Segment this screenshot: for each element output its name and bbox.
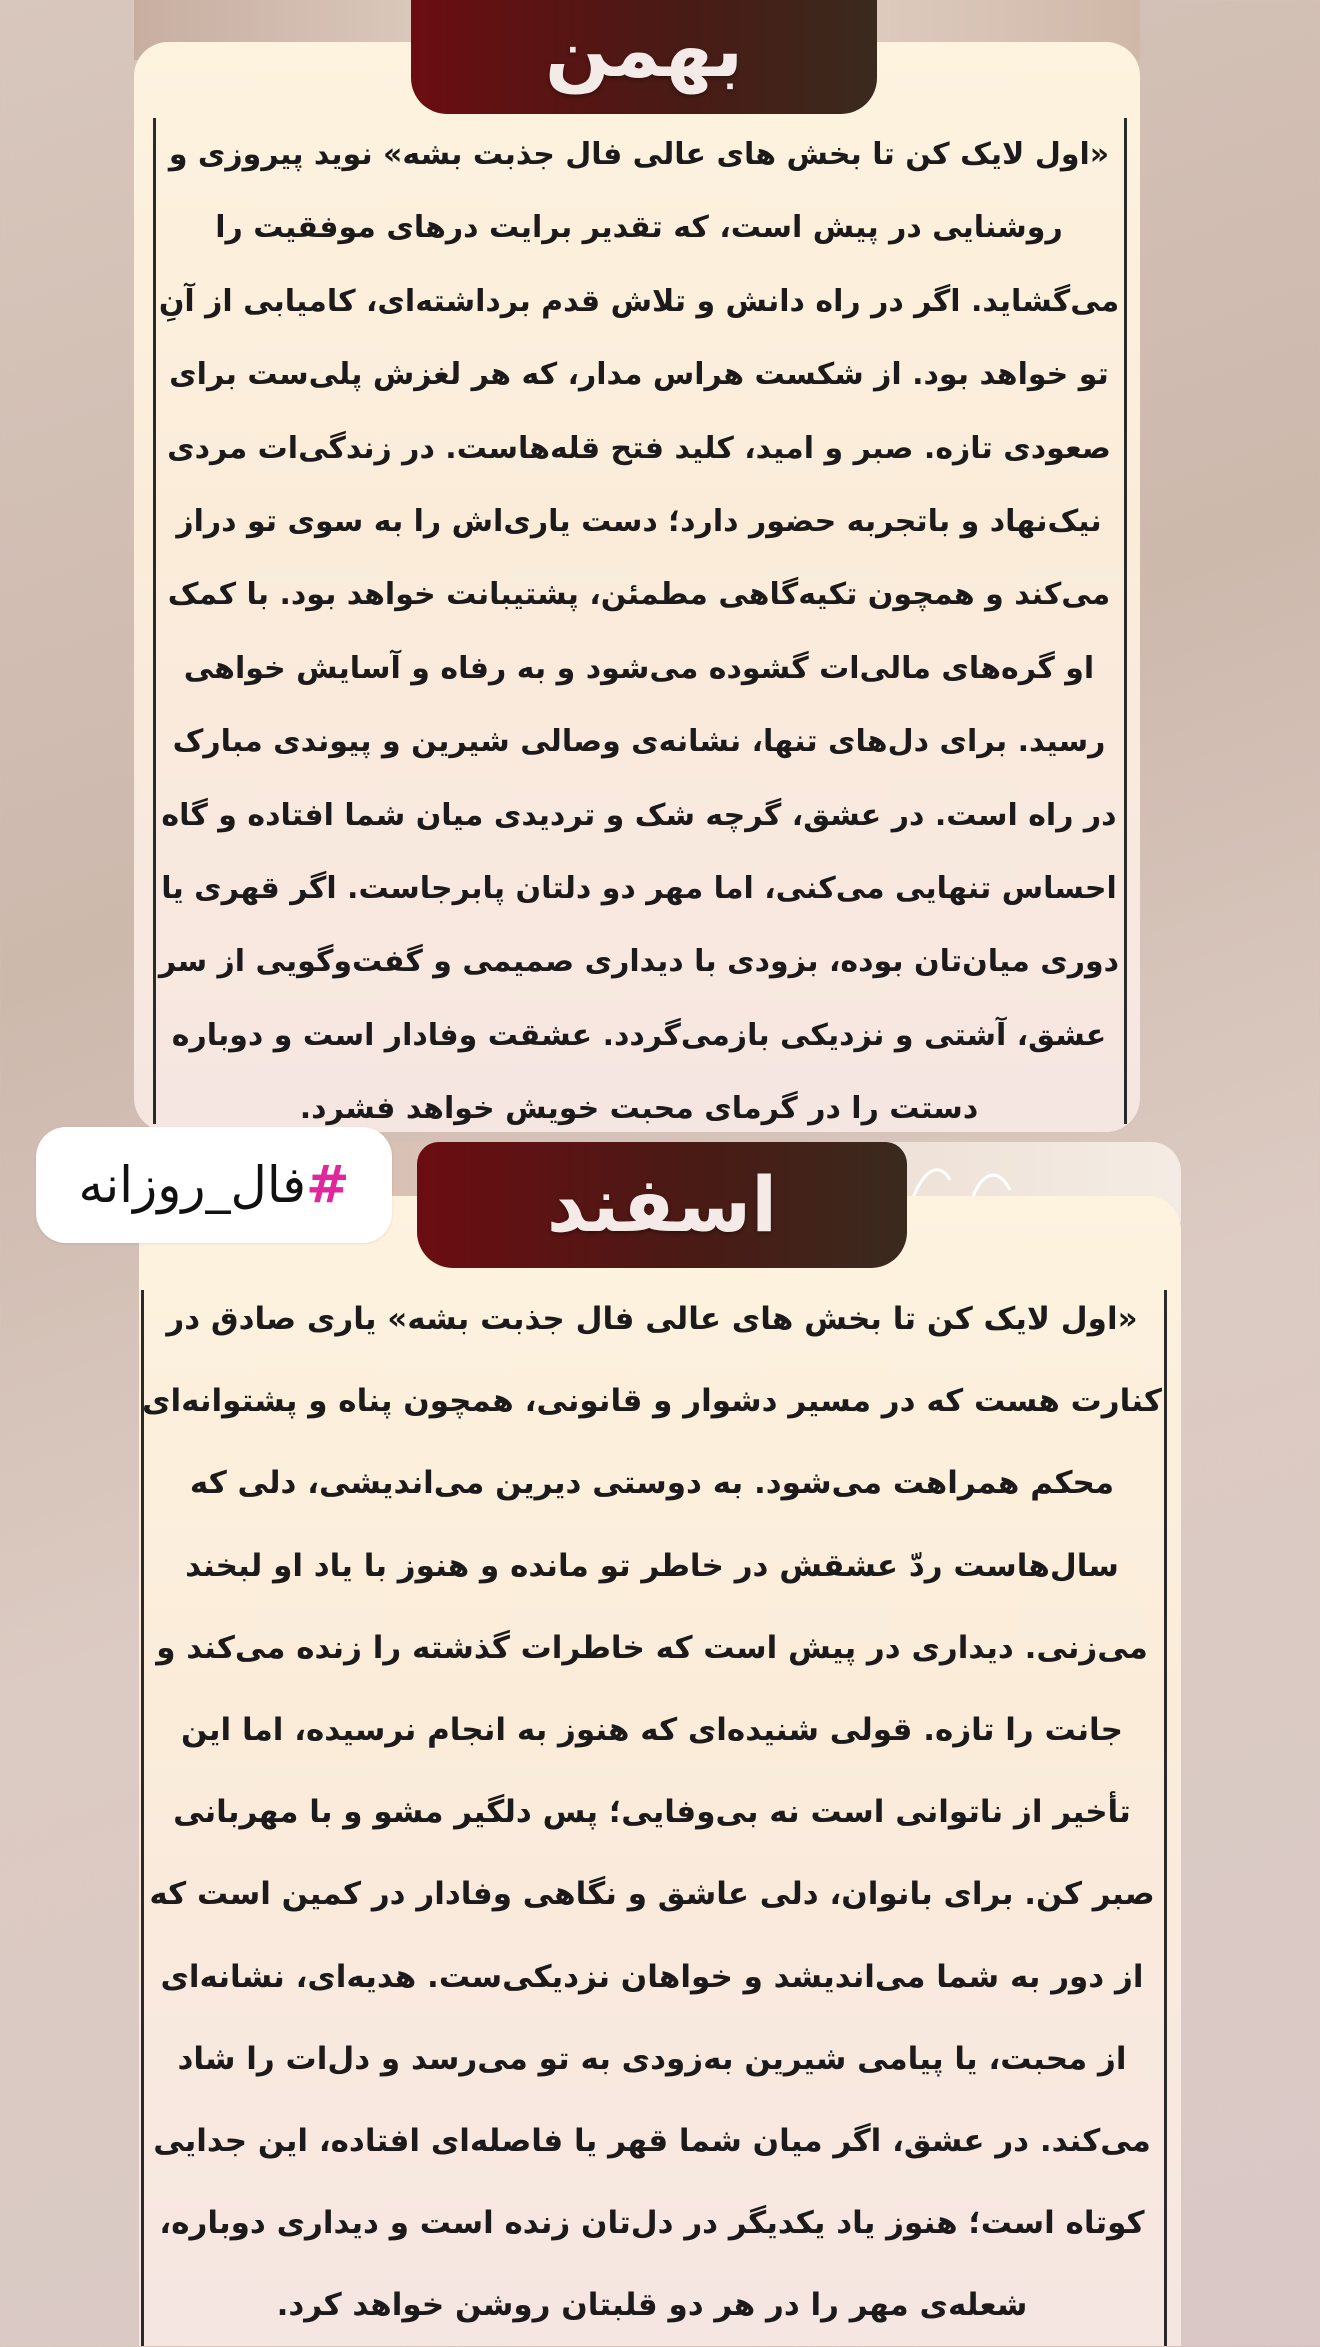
fortune-text: «اول لایک کن تا بخش های عالی فال جذبت بشه» یاری صادق در کنارت هست که در مسیر دشوار و قانونی، همچون پناه و پشتوانه‌ای محکم همراهت می‌شود. به دوستی دیرین می‌اندیشی، دلی که سال‌هاست ردّ عشقش در خاطر تو مانده و هنوز با یاد او لبخند می‌زنی. دیداری در پیش است که خاطرات گذشته را زنده می‌کند و جانت را تازه. قولی شنیده‌ای که هنوز به انجام نرسیده، اما این تأخیر از ناتوانی است نه بی‌وفایی؛ پس دلگیر مشو و با مهربانی صبر کن. برای بانوان، دلی عاشق و نگاهی وفادار در کمین است که از دور به شما می‌اندیشد و خواهان نزدیکی‌ست. هدیه‌ای، نشانه‌ای از محبت، یا پیامی شیرین به‌زودی به تو می‌رسد و دل‌ات را شاد می‌کند. در عشق، اگر میان شما قهر یا فاصله‌ای افتاده، این جدایی کوتاه است؛ هنوز یاد یکدیگر در دل‌تان زنده است و دیداری دوباره، شعله‌ی مهر را در هر دو قلبتان روشن خواهد کرد. (142, 1301, 1162, 2324)
hashtag-text: فال_روزانه (78, 1156, 306, 1214)
card-border-right (1164, 1290, 1167, 2346)
hashtag-symbol: # (305, 1155, 350, 1215)
card-title: بهمن (544, 5, 744, 94)
card-title: اسفند (546, 1160, 778, 1249)
fortune-text: «اول لایک کن تا بخش های عالی فال جذبت بشه» نوید پیروزی و روشنایی در پیش است، که تقدیر برایت درهای موفقیت را می‌گشاید. اگر در راه دانش و تلاش قدم برداشته‌ای، کامیابی از آنِ تو خواهد بود. از شکست هراس مدار، که هر لغزش پلی‌ست برای صعودی تازه. صبر و امید، کلید فتح قله‌هاست. در زندگی‌ات مردی نیک‌نهاد و باتجربه حضور دارد؛ دست یاری‌اش را به سوی تو دراز می‌کند و همچون تکیه‌گاهی مطمئن، پشتیبانت خواهد بود. با کمک او گره‌های مالی‌ات گشوده می‌شود و به رفاه و آسایش خواهی رسید. برای دل‌های تنها، نشانه‌ی وصالی شیرین و پیوندی مبارک در راه است. در عشق، گرچه شک و تردیدی میان شما افتاده و گاه احساس تنهایی می‌کنی، اما مهر دو دلتان پابرجاست. اگر قهری یا دوری میان‌تان بوده، بزودی با دیداری صمیمی و گفت‌وگویی از سر عشق، آشتی و نزدیکی بازمی‌گردد. عشقت وفادار است و دوباره دستت را در گرمای محبت خویش خواهد فشرد. (158, 137, 1120, 1127)
card-title-tab (417, 1142, 907, 1268)
card-border-right (1124, 118, 1127, 1124)
card-title-tab (411, 0, 877, 114)
hashtag-sticker[interactable] (36, 1127, 392, 1243)
